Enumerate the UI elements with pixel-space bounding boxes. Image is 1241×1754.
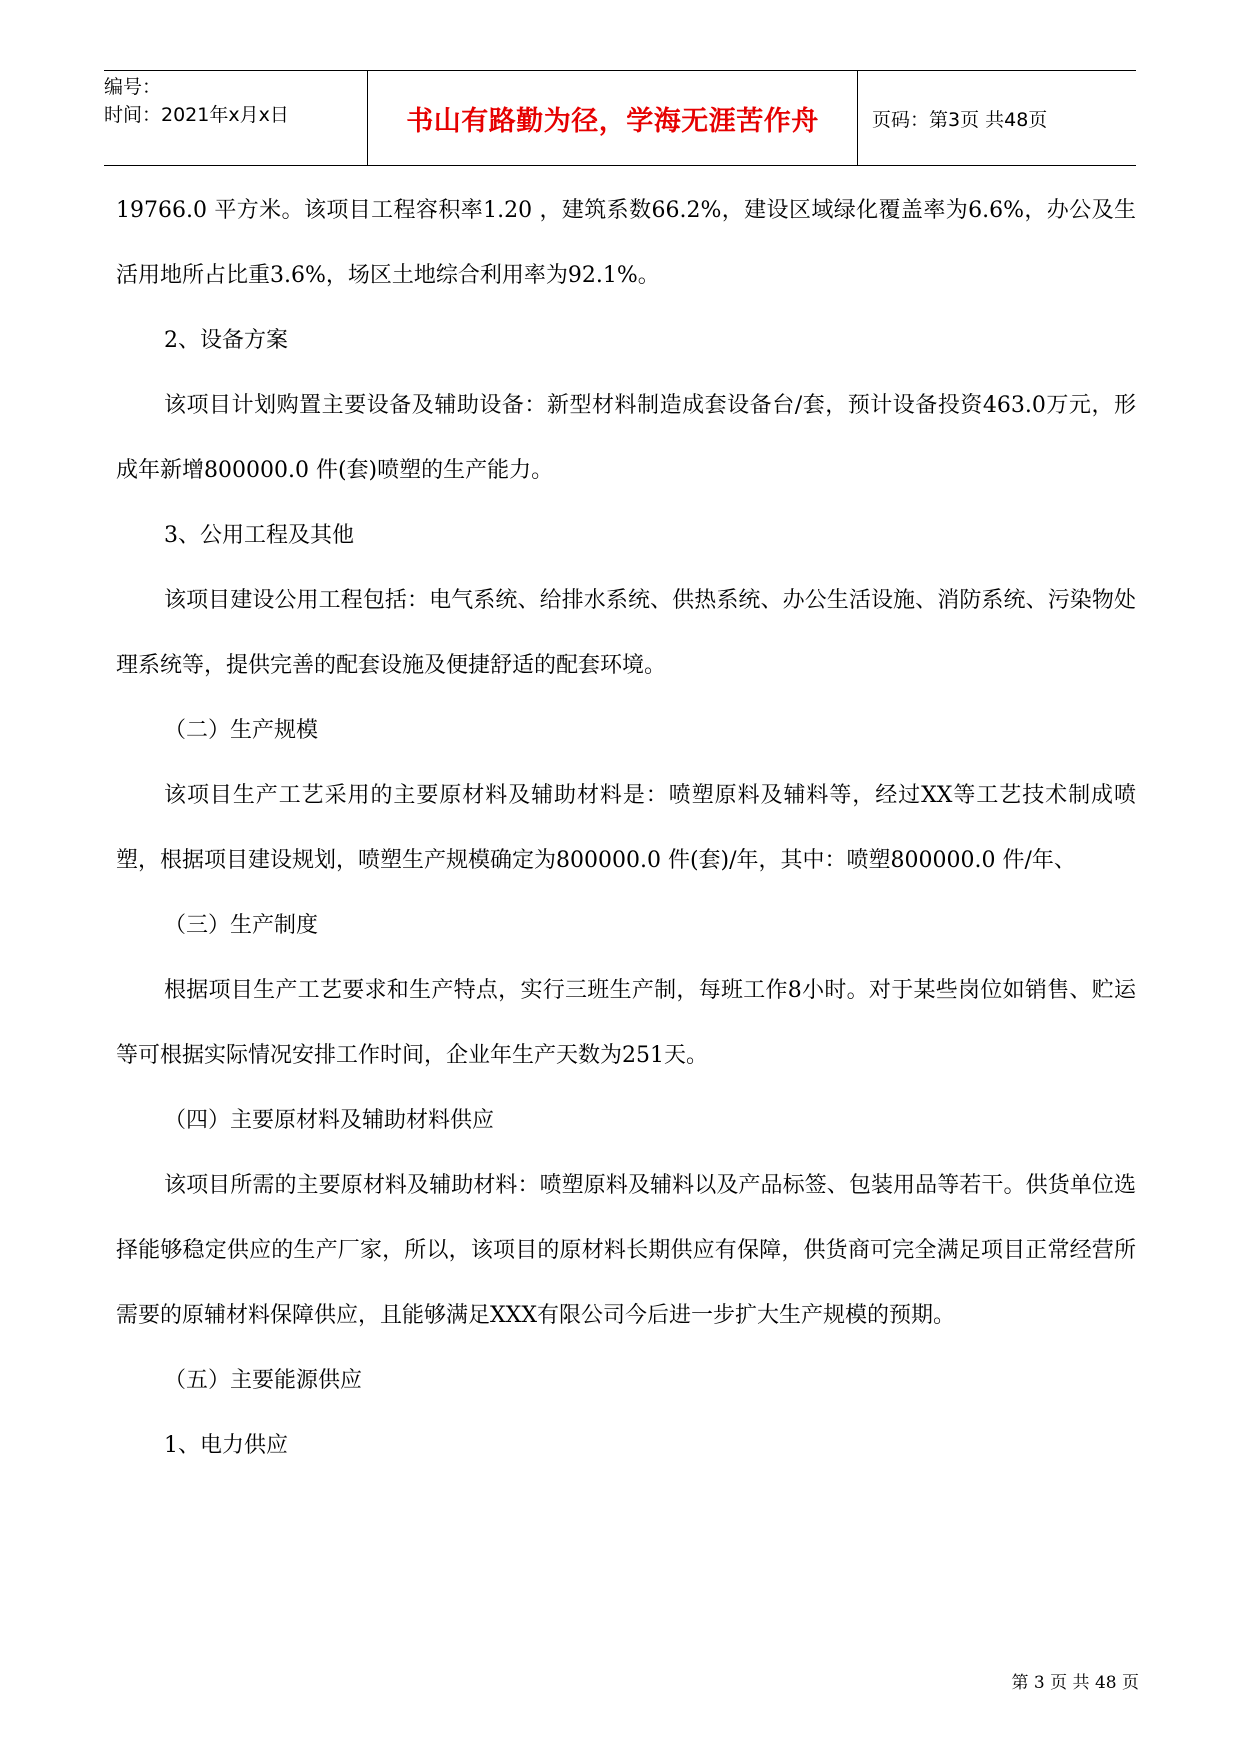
- header-slogan: 书山有路勤为径，学海无涯苦作舟: [368, 71, 858, 165]
- heading-power-supply: 1、电力供应: [164, 1433, 288, 1458]
- document-number-label: 编号：: [104, 76, 162, 98]
- header-meta: [104, 71, 368, 165]
- paragraph-production-scale: 该项目生产工艺采用的主要原材料及辅助材料是：喷塑原料及辅料等，经过XX等工艺技术制成喷塑，根据项目建设规划，喷塑生产规模确定为800000.0 件(套)/年，其中：喷塑800000.0 件/年、: [116, 783, 1136, 873]
- paragraph-public-works: 该项目建设公用工程包括：电气系统、给排水系统、供热系统、办公生活设施、消防系统、污染物处理系统等，提供完善的配套设施及便捷舒适的配套环境。: [116, 588, 1136, 678]
- paragraph-equipment: 该项目计划购置主要设备及辅助设备：新型材料制造成套设备台/套，预计设备投资463.0万元，形成年新增800000.0 件(套)喷塑的生产能力。: [116, 393, 1136, 483]
- page-footer: 第 3 页 共 48 页: [1011, 1673, 1139, 1693]
- paragraph-materials-supply: 该项目所需的主要原材料及辅助材料：喷塑原料及辅料以及产品标签、包装用品等若干。供货单位选择能够稳定供应的生产厂家，所以，该项目的原材料长期供应有保障，供货商可完全满足项目正常经营所需要的原辅材料保障供应，且能够满足XXX有限公司今后进一步扩大生产规模的预期。: [116, 1173, 1136, 1328]
- header-page-number: 页码：第3页 共48页: [872, 108, 1048, 131]
- paragraph-production-system: 根据项目生产工艺要求和生产特点，实行三班生产制，每班工作8小时。对于某些岗位如销售、贮运等可根据实际情况安排工作时间，企业年生产天数为251天。: [116, 978, 1136, 1068]
- page-header: [104, 70, 1136, 166]
- heading-energy-supply: （五）主要能源供应: [164, 1368, 363, 1393]
- heading-public-works: 3、公用工程及其他: [164, 523, 354, 548]
- paragraph-land-use: 19766.0 平方米。该项目工程容积率1.20 ，建筑系数66.2%，建设区域绿化覆盖率为6.6%，办公及生活用地所占比重3.6%，场区土地综合利用率为92.1%。: [116, 198, 1136, 288]
- document-body: [116, 178, 1136, 1478]
- heading-materials-supply: （四）主要原材料及辅助材料供应: [164, 1108, 495, 1133]
- heading-production-scale: （二）生产规模: [164, 718, 319, 743]
- document-time-label: 时间：2021年x月x日: [104, 104, 289, 126]
- heading-production-system: （三）生产制度: [164, 913, 319, 938]
- heading-equipment-plan: 2、设备方案: [164, 328, 288, 353]
